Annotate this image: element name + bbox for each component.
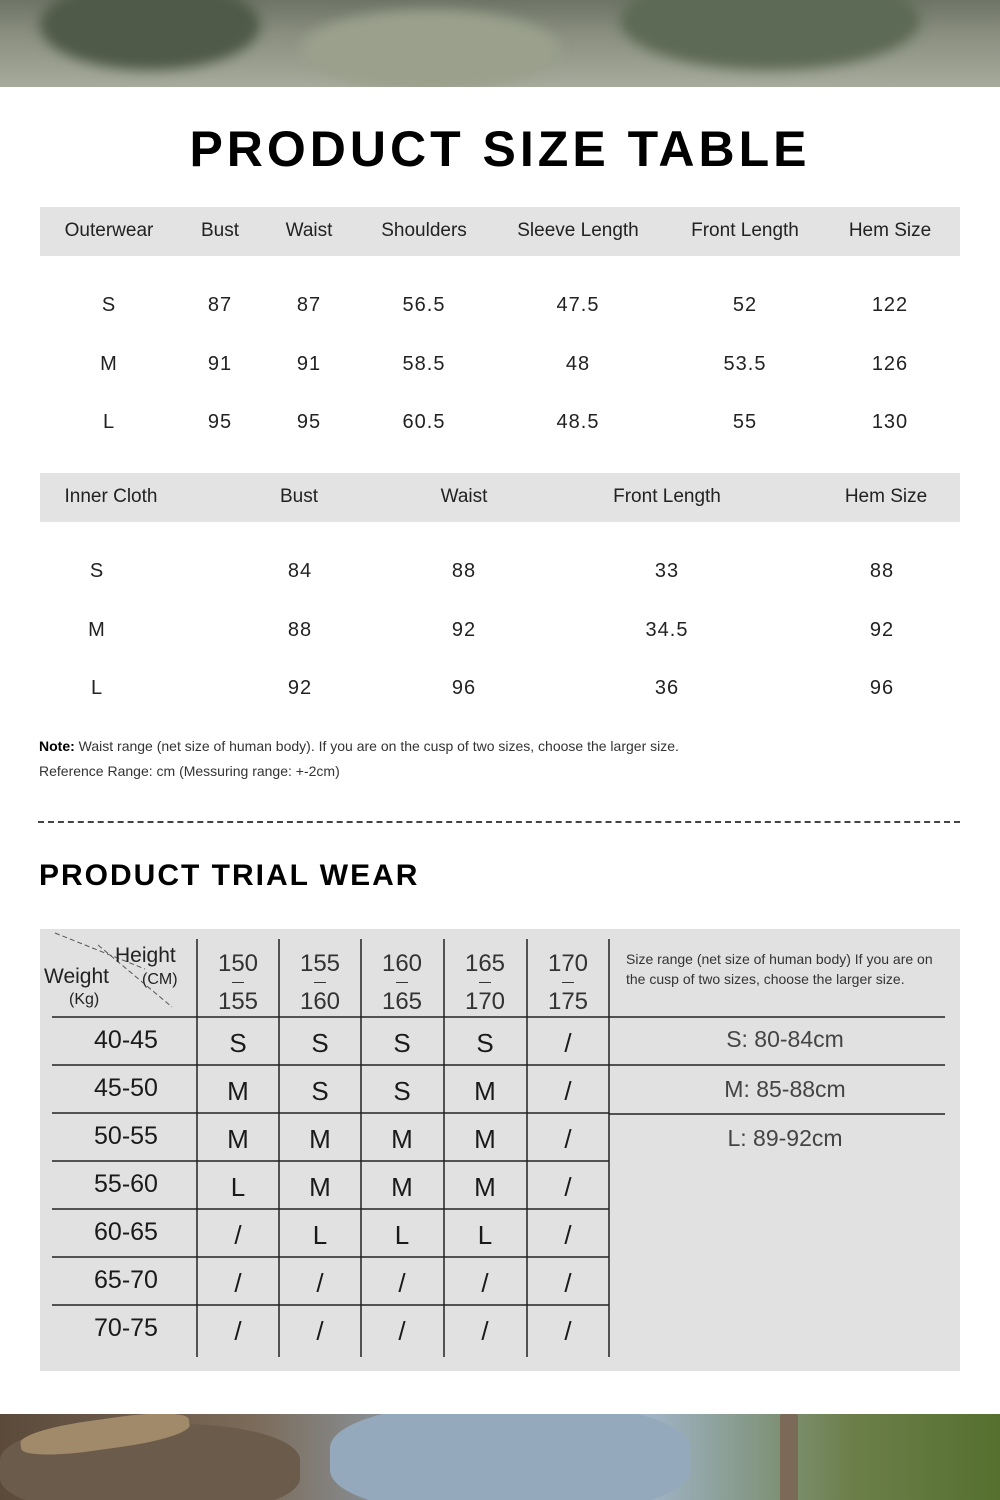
inner-header-hem-size: Hem Size	[844, 486, 928, 507]
outerwear-cell: L	[102, 411, 116, 433]
size-range-legend-item: M: 85-88cm	[724, 1076, 846, 1102]
outerwear-cell: 87	[207, 294, 233, 316]
recommended-size-cell: /	[564, 1316, 572, 1346]
height-range-start: 155	[299, 950, 341, 977]
outerwear-cell: 130	[871, 411, 909, 433]
outerwear-table	[40, 207, 960, 437]
outerwear-cell: 60.5	[402, 411, 446, 433]
height-range-start: 150	[217, 950, 259, 977]
size-range-legend-item: S: 80-84cm	[726, 1026, 844, 1052]
outerwear-header-hem-size: Hem Size	[848, 220, 932, 241]
recommended-size-cell: /	[564, 1220, 572, 1250]
recommended-size-cell: /	[564, 1172, 572, 1202]
reference-range-note: Reference Range: cm (Messuring range: +-2cm)	[39, 763, 340, 779]
size-chart-card	[0, 87, 1000, 1414]
outerwear-cell: 53.5	[723, 353, 767, 375]
height-range-start: 165	[464, 950, 506, 977]
inner-cell: 33	[654, 560, 680, 582]
recommended-size-cell: M	[227, 1076, 249, 1106]
recommended-size-cell: /	[234, 1220, 242, 1250]
height-range-end: 170	[464, 988, 506, 1015]
recommended-size-cell: /	[564, 1124, 572, 1154]
recommended-size-cell: M	[474, 1076, 496, 1106]
inner-cell: 92	[451, 619, 477, 641]
outerwear-cell: S	[101, 294, 117, 316]
recommended-size-cell: L	[230, 1172, 246, 1202]
outerwear-header-row	[40, 207, 960, 256]
recommended-size-cell: /	[564, 1268, 572, 1298]
inner-cell: 88	[451, 560, 477, 582]
height-range-end: 160	[299, 988, 341, 1015]
note-text: Waist range (net size of human body). If you are on the cusp of two sizes, choose the larger size.	[74, 738, 679, 754]
recommended-size-cell: /	[234, 1316, 242, 1346]
weight-range-label: 40-45	[94, 1026, 158, 1054]
recommended-size-cell: S	[311, 1028, 329, 1058]
recommended-size-cell: M	[391, 1124, 413, 1154]
outerwear-cell: 58.5	[402, 353, 446, 375]
height-range-header	[300, 945, 340, 1020]
outerwear-cell: 95	[207, 411, 233, 433]
inner-cloth-table	[40, 473, 960, 703]
weight-range-label: 70-75	[94, 1314, 158, 1342]
inner-cell: S	[89, 560, 105, 582]
outerwear-header-bust: Bust	[200, 220, 240, 241]
inner-header-front-length: Front Length	[613, 486, 721, 507]
outerwear-cell: 126	[871, 353, 909, 375]
outerwear-cell: 95	[296, 411, 322, 433]
inner-cell: 92	[287, 677, 313, 699]
recommended-size-cell: S	[311, 1076, 329, 1106]
size-range-legend-item: L: 89-92cm	[727, 1125, 843, 1151]
height-unit-label: (CM)	[142, 971, 178, 988]
height-range-header	[465, 945, 505, 1020]
recommended-size-cell: /	[481, 1316, 489, 1346]
weight-range-label: 50-55	[94, 1122, 158, 1150]
recommended-size-cell: S	[229, 1028, 247, 1058]
recommended-size-cell: /	[564, 1028, 572, 1058]
recommended-size-cell: /	[398, 1268, 406, 1298]
height-range-end: 165	[381, 988, 423, 1015]
weight-range-label: 55-60	[94, 1170, 158, 1198]
recommended-size-cell: /	[398, 1316, 406, 1346]
inner-header-waist: Waist	[440, 486, 488, 507]
recommended-size-cell: L	[312, 1220, 328, 1250]
height-range-start: 160	[381, 950, 423, 977]
note-label: Note:	[39, 738, 75, 754]
recommended-size-cell: M	[391, 1172, 413, 1202]
recommended-size-cell: /	[234, 1268, 242, 1298]
recommended-size-cell: /	[316, 1316, 324, 1346]
weight-range-label: 60-65	[94, 1218, 158, 1246]
recommended-size-cell: /	[564, 1076, 572, 1106]
outerwear-cell: 91	[296, 353, 322, 375]
bottom-photo-strip	[0, 1414, 1000, 1500]
inner-cell: 34.5	[645, 619, 689, 641]
page-title: PRODUCT SIZE TABLE	[189, 121, 811, 177]
inner-cell: 88	[869, 560, 895, 582]
outerwear-cell: 48	[565, 353, 591, 375]
recommended-size-cell: S	[393, 1028, 411, 1058]
top-photo-strip	[0, 0, 1000, 87]
size-range-note: Size range (net size of human body) If you are on the cusp of two sizes, choose the larger size.	[626, 951, 933, 987]
height-range-header	[548, 945, 588, 1020]
weight-axis-label: Weight	[44, 965, 109, 988]
inner-cell: 92	[869, 619, 895, 641]
height-range-start: 170	[547, 950, 589, 977]
recommended-size-cell: M	[474, 1124, 496, 1154]
inner-cell: 84	[287, 560, 313, 582]
inner-cloth-header-row	[40, 473, 960, 522]
outerwear-cell: 56.5	[402, 294, 446, 316]
size-note	[39, 738, 679, 754]
inner-header-bust: Bust	[279, 486, 319, 507]
outerwear-header-sleeve-length: Sleeve Length	[517, 220, 639, 241]
trial-wear-table	[40, 929, 960, 1371]
recommended-size-cell: /	[481, 1268, 489, 1298]
recommended-size-cell: L	[394, 1220, 410, 1250]
recommended-size-cell: M	[309, 1124, 331, 1154]
outerwear-cell: 48.5	[556, 411, 600, 433]
outerwear-header-shoulders: Shoulders	[381, 220, 467, 241]
weight-unit-label: (Kg)	[69, 991, 100, 1008]
outerwear-cell: 91	[207, 353, 233, 375]
outerwear-header-waist: Waist	[285, 220, 333, 241]
recommended-size-cell: M	[309, 1172, 331, 1202]
section-divider	[38, 821, 960, 823]
recommended-size-cell: M	[227, 1124, 249, 1154]
outerwear-cell: M	[100, 353, 118, 375]
outerwear-cell: 87	[296, 294, 322, 316]
weight-range-label: 65-70	[94, 1266, 158, 1294]
outerwear-cell: 47.5	[556, 294, 600, 316]
inner-header-inner-cloth: Inner Cloth	[64, 486, 158, 507]
inner-cell: 36	[654, 677, 680, 699]
height-axis-label: Height	[115, 944, 176, 967]
inner-cell: 96	[451, 677, 477, 699]
inner-cell: 96	[869, 677, 895, 699]
recommended-size-cell: /	[316, 1268, 324, 1298]
outerwear-cell: 55	[732, 411, 758, 433]
recommended-size-cell: L	[477, 1220, 493, 1250]
weight-range-label: 45-50	[94, 1074, 158, 1102]
height-range-header	[382, 945, 422, 1020]
recommended-size-cell: S	[476, 1028, 494, 1058]
outerwear-cell: 52	[732, 294, 758, 316]
outerwear-header-outerwear: Outerwear	[64, 220, 154, 241]
height-range-end: 155	[217, 988, 259, 1015]
outerwear-cell: 122	[871, 294, 909, 316]
outerwear-header-front-length: Front Length	[691, 220, 799, 241]
recommended-size-cell: M	[474, 1172, 496, 1202]
recommended-size-cell: S	[393, 1076, 411, 1106]
trial-wear-title: PRODUCT TRIAL WEAR	[39, 859, 420, 892]
inner-cell: M	[88, 619, 106, 641]
height-range-end: 175	[547, 988, 589, 1015]
inner-cell: L	[90, 677, 104, 699]
inner-cell: 88	[287, 619, 313, 641]
height-range-header	[218, 945, 258, 1020]
